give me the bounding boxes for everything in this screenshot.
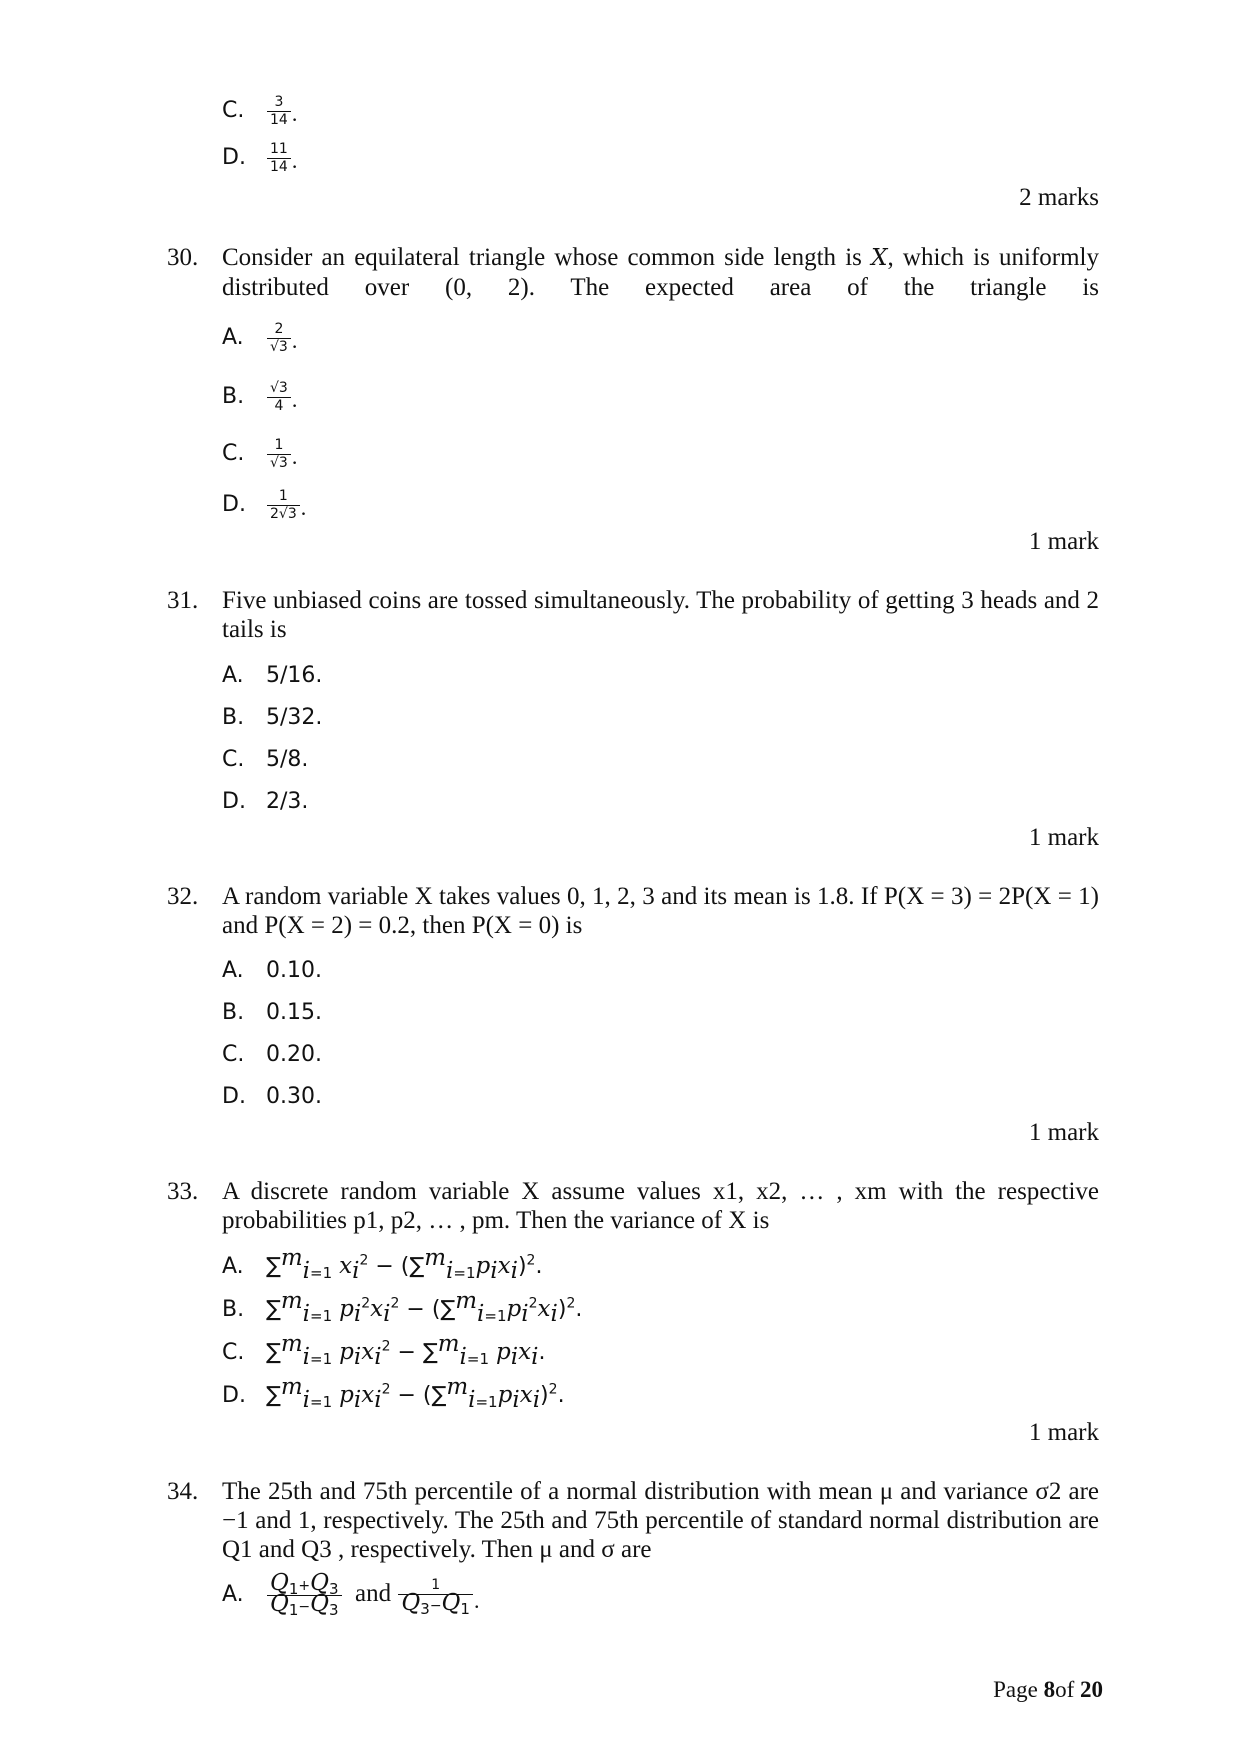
- fraction: $\frac{11}{14}$: [267, 141, 291, 176]
- q32-option-b: B. 0.15.: [222, 1000, 322, 1025]
- option-label: D.: [222, 145, 246, 171]
- question-number: 31.: [167, 587, 199, 614]
- question-34: [167, 1477, 1099, 1564]
- q30-option-b: B. $\frac{√3}{4}$ .: [222, 380, 298, 414]
- q31-option-a: A. 5/16.: [222, 663, 323, 688]
- q31-option-d: D. 2/3.: [222, 789, 309, 814]
- question-30: [167, 243, 1099, 302]
- question-number: 32.: [167, 883, 199, 910]
- q33-marks: 1 mark: [1028, 1419, 1099, 1446]
- q29-option-d: D. $\frac{11}{14}$ .: [222, 141, 298, 175]
- question-text: A random variable X takes values 0, 1, 2, 3 and its mean is 1.8. If P(X = 3) = 2P(X = 1) and P(X = 2) = 0.2, then P(X = 0) is: [222, 883, 1099, 939]
- q30-option-c: C. $\frac{1}{√3}$ .: [222, 437, 298, 471]
- q29-option-c: C. $\frac{3}{14}$ .: [222, 94, 298, 128]
- q33-option-a: A. ∑$^m_{i=1}$ $x_i^2 - (\sum^m_{i=1}p_ix_i)^2$.: [222, 1244, 543, 1285]
- current-page: 8: [1043, 1677, 1056, 1702]
- q32-option-d: D. 0.30.: [222, 1084, 322, 1109]
- question-31: [167, 586, 1099, 644]
- question-33: [167, 1177, 1099, 1235]
- q33-option-c: C. ∑$^m_{i=1}$ $p_ix_i^2 - \sum^m_{i=1}$ $p_ix_i$.: [222, 1330, 546, 1371]
- fraction: $\frac{2}{√3}$: [267, 321, 291, 356]
- q30-option-a: A. $\frac{2}{√3}$ .: [222, 321, 298, 355]
- fraction: $\frac{1}{Q_3-Q_1}$: [398, 1577, 473, 1615]
- option-label: C.: [222, 98, 245, 124]
- q32-marks: 1 mark: [1028, 1119, 1099, 1146]
- q29-marks: 2 marks: [1019, 184, 1099, 211]
- fraction: $\frac{1}{2√3}$: [267, 488, 300, 523]
- q32-option-a: A. 0.10.: [222, 958, 322, 983]
- q31-marks: 1 mark: [1028, 824, 1099, 851]
- fraction: $\frac{√3}{4}$: [267, 380, 291, 415]
- question-text: Five unbiased coins are tossed simultaneously. The probability of getting 3 heads and 2 tails is: [222, 587, 1099, 643]
- fraction: $\frac{3}{14}$: [267, 94, 291, 129]
- q31-option-c: C. 5/8.: [222, 747, 309, 772]
- q34-option-a: A. $\frac{Q_1+Q_3}{Q_1-Q_3}$ and $\frac{1}{Q_3-Q_1}$ .: [222, 1570, 480, 1619]
- question-text: Consider an equilateral triangle whose common side length is X, which is uniformly distributed over (0, 2). The expected area of the triangle is: [222, 244, 1099, 301]
- question-number: 33.: [167, 1178, 199, 1205]
- fraction: $\frac{Q_1+Q_3}{Q_1-Q_3}$: [267, 1575, 342, 1616]
- q33-option-d: D. ∑$^m_{i=1}$ $p_ix_i^2 - (\sum^m_{i=1}p_ix_i)^2$.: [222, 1373, 565, 1414]
- page-footer: Page 8of 20: [993, 1677, 1103, 1702]
- question-32: [167, 882, 1099, 940]
- question-text: A discrete random variable X assume values x1, x2, … , xm with the respective probabilities p1, p2, … , pm. Then the variance of X is: [222, 1178, 1099, 1234]
- question-number: 34.: [167, 1478, 199, 1505]
- fraction: $\frac{1}{√3}$: [267, 437, 291, 472]
- total-pages: 20: [1080, 1677, 1103, 1702]
- q30-marks: 1 mark: [1028, 528, 1099, 555]
- q30-option-d: D. $\frac{1}{2√3}$ .: [222, 488, 307, 522]
- q31-option-b: B. 5/32.: [222, 705, 323, 730]
- q33-option-b: B. ∑$^m_{i=1}$ $p_i^2x_i^2 - (\sum^m_{i=1}p_i^2x_i)^2$.: [222, 1287, 583, 1328]
- q32-option-c: C. 0.20.: [222, 1042, 322, 1067]
- question-text: The 25th and 75th percentile of a normal distribution with mean μ and variance σ2 are −1 and 1, respectively. The 25th and 75th percentile of standard normal distribution are Q1 and Q3 , respectively. Then μ and σ are: [222, 1478, 1099, 1563]
- question-number: 30.: [167, 244, 199, 271]
